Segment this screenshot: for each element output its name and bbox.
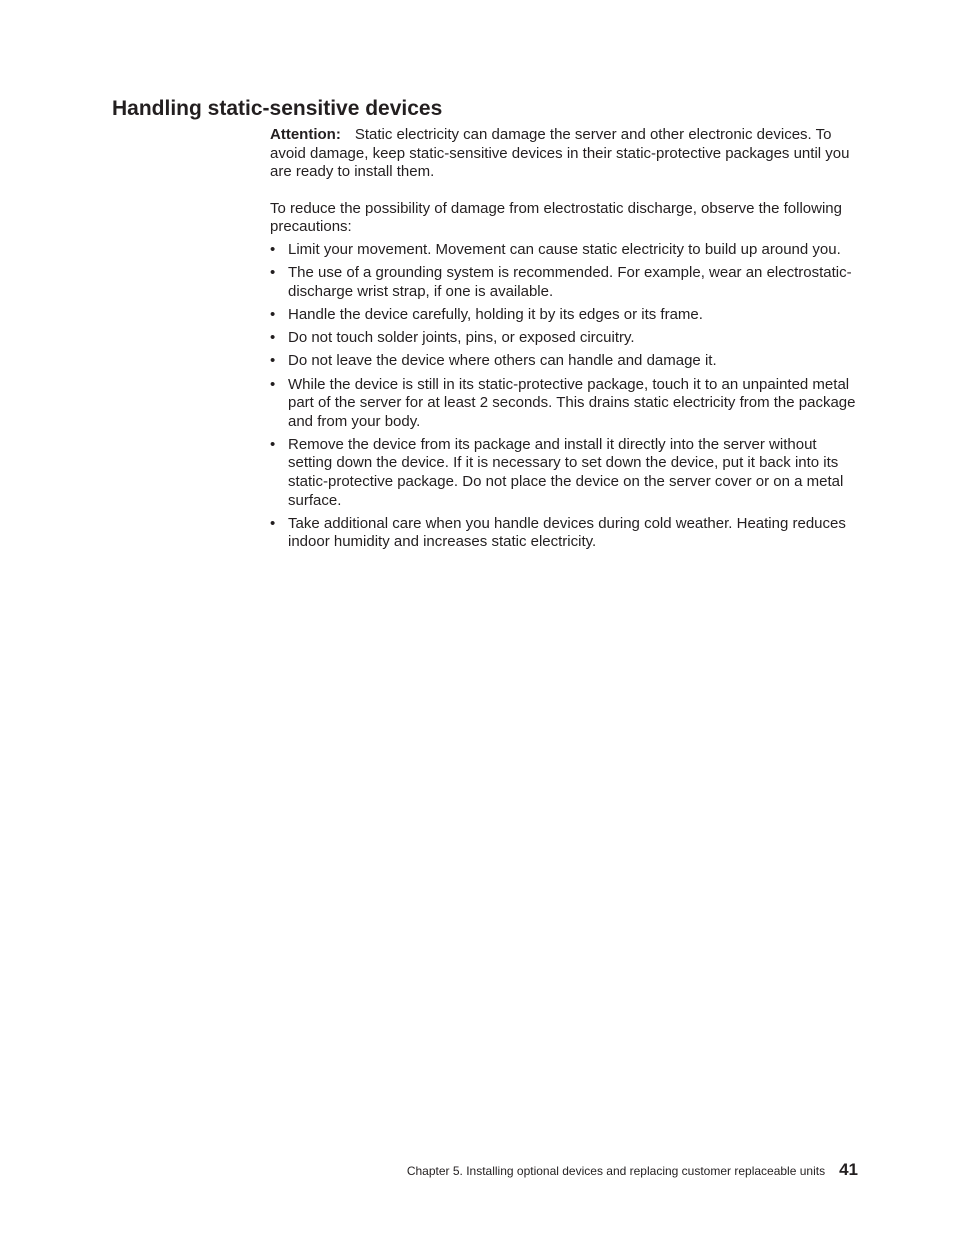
bullet-icon: • bbox=[270, 264, 276, 282]
list-item bbox=[270, 376, 860, 432]
list-item bbox=[270, 329, 860, 348]
list-item-text: Do not touch solder joints, pins, or exposed circuitry. bbox=[288, 329, 635, 347]
list-item-text: Limit your movement. Movement can cause static electricity to build up around you. bbox=[288, 240, 841, 258]
attention-text: Static electricity can damage the server and other electronic devices. To avoid damage, keep static-sensitive devices in their static-protective packages until you are ready to install them. bbox=[270, 126, 850, 181]
bullet-icon: • bbox=[270, 240, 276, 258]
list-item bbox=[270, 241, 860, 260]
list-item bbox=[270, 436, 860, 510]
list-item bbox=[270, 352, 860, 371]
bullet-icon: • bbox=[270, 329, 276, 347]
attention-paragraph bbox=[270, 126, 860, 182]
footer-chapter-title: Chapter 5. Installing optional devices and replacing customer replaceable units bbox=[406, 1164, 826, 1178]
list-item-text: While the device is still in its static-protective package, touch it to an unpainted metal part of the server for at least 2 seconds. This drains static electricity from the package and from your body. bbox=[288, 375, 856, 430]
list-item-text: Remove the device from its package and install it directly into the server without setting down the device. If it is necessary to set down the device, put it back into its static-protective package. Do not place the device on the server cover or on a metal surface. bbox=[288, 435, 844, 509]
list-item-text: Handle the device carefully, holding it by its edges or its frame. bbox=[288, 305, 703, 323]
main-content bbox=[270, 126, 860, 557]
list-item-text: Take additional care when you handle devices during cold weather. Heating reduces indoor humidity and increases static electricity. bbox=[288, 514, 846, 551]
list-item bbox=[270, 264, 860, 301]
page-number: 41 bbox=[839, 1160, 858, 1179]
page-footer bbox=[407, 1160, 858, 1180]
list-item bbox=[270, 306, 860, 325]
bullet-icon: • bbox=[270, 305, 276, 323]
bullet-icon: • bbox=[270, 375, 276, 393]
list-item-text: Do not leave the device where others can handle and damage it. bbox=[288, 352, 717, 370]
list-item bbox=[270, 515, 860, 552]
bullet-icon: • bbox=[270, 435, 276, 453]
bullet-icon: • bbox=[270, 514, 276, 532]
intro-paragraph: To reduce the possibility of damage from electrostatic discharge, observe the following precautions: bbox=[270, 199, 842, 236]
attention-label: Attention: bbox=[270, 126, 341, 143]
precautions-list bbox=[270, 241, 860, 552]
bullet-icon: • bbox=[270, 352, 276, 370]
list-item-text: The use of a grounding system is recommended. For example, wear an electrostatic-discharge wrist strap, if one is available. bbox=[288, 264, 852, 300]
page-title: Handling static-sensitive devices bbox=[112, 97, 443, 120]
